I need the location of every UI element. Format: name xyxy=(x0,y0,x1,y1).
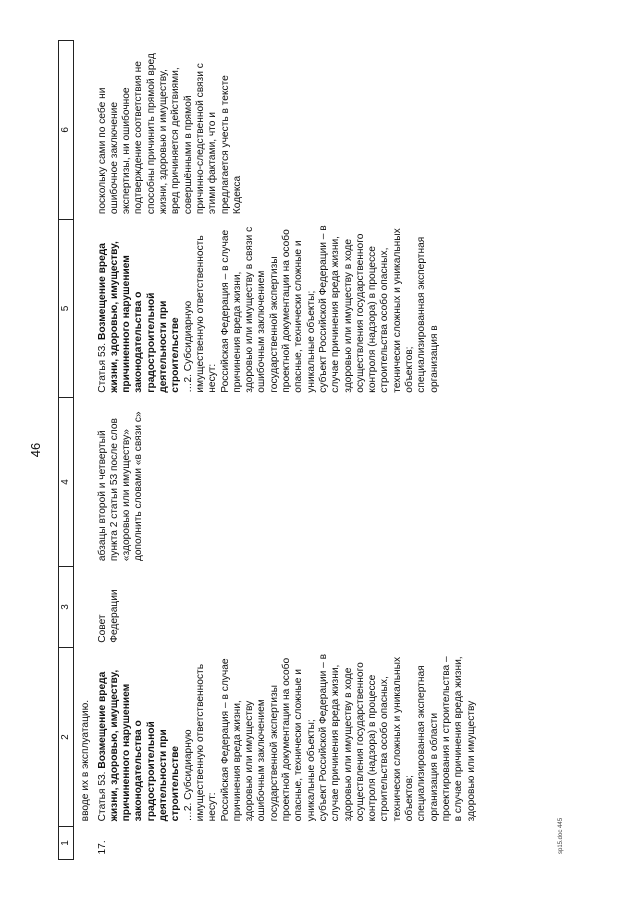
column-header-6: 6 xyxy=(59,41,74,220)
table-row xyxy=(95,41,480,860)
intro-row xyxy=(74,41,95,860)
intro-text: вводе их в эксплуатацию. xyxy=(80,699,92,822)
amendments-table xyxy=(58,40,480,860)
proposed-article-label: Статья 53. xyxy=(96,342,108,393)
row-number: 17. xyxy=(96,840,108,855)
column-header-1: 1 xyxy=(59,826,74,859)
rationale-cell: поскольку сами по себе ни ошибочное заключение экспертизы, ни ошибочное подтверждение соответствия не способны причинить прямой вред жизни, здоровью и имуществу, вред причиняется действиями, совершёнными в прямой причинно-следственной связи с этими фактами, что и предлагается учесть в тексте Кодекса xyxy=(96,53,243,215)
file-footer: sp15.doc 445 xyxy=(558,817,564,854)
current-text-cell xyxy=(95,648,480,827)
column-header-2: 2 xyxy=(59,648,74,827)
proposed-text-cell xyxy=(95,219,480,398)
column-number-row xyxy=(59,41,74,860)
column-header-3: 3 xyxy=(59,566,74,648)
current-text-body: …2. Субсидиарную имущественную ответственность несут: Российская Федерация – в случае причинения вреда жизни, здоровью или имуществу ошибочным заключением государственной экспертизы проектной документации на особо опасные, технически сложные и уникальные объекты; субъект Российской Федерации – в случае причинения вреда жизни, здоровью или имуществу в ходе осуществления государственного контроля (надзора) в процессе строительства особо опасных, технически сложных и уникальных объектов; специализированная экспертная организация в области проектирования и строительства – в случае причинения вреда жизни, здоровью или имуществу xyxy=(182,653,477,822)
article-title: Возмещение вреда жизни, здоровью, имуществу, причиненного нарушением законодательства о градостроительной деятельности при строительстве xyxy=(96,669,182,822)
proposed-article-title: Возмещение вреда жизни, здоровью, имуществу, причиненного нарушением законодательства о градостроительной деятельности при строительстве xyxy=(96,241,182,393)
page-number: 46 xyxy=(28,442,43,458)
rotated-page xyxy=(28,40,570,860)
author-cell: Совет Федерации xyxy=(96,589,120,643)
proposed-text-body: …2. Субсидиарную имущественную ответственность несут: Российская Федерация – в случае причинения вреда жизни, здоровью или имуществу в связи с ошибочным заключением государственной экспертизы проектной документации на особо опасные, технически сложные и уникальные объекты; субъект Российской Федерации – в случае причинения вреда жизни, здоровью или имуществу в ходе осуществления государственного контроля (надзора) в процессе строительства особо опасных, технически сложных и уникальных объектов; специализированная экспертная организация в xyxy=(182,225,440,393)
amendment-cell: абзацы второй и четвертый пункта 2 статьи 53 после слов «здоровью или имуществу» дополнить словами «в связи с» xyxy=(96,411,145,562)
column-header-5: 5 xyxy=(59,219,74,398)
column-header-4: 4 xyxy=(59,398,74,566)
article-label: Статья 53. xyxy=(96,771,108,822)
